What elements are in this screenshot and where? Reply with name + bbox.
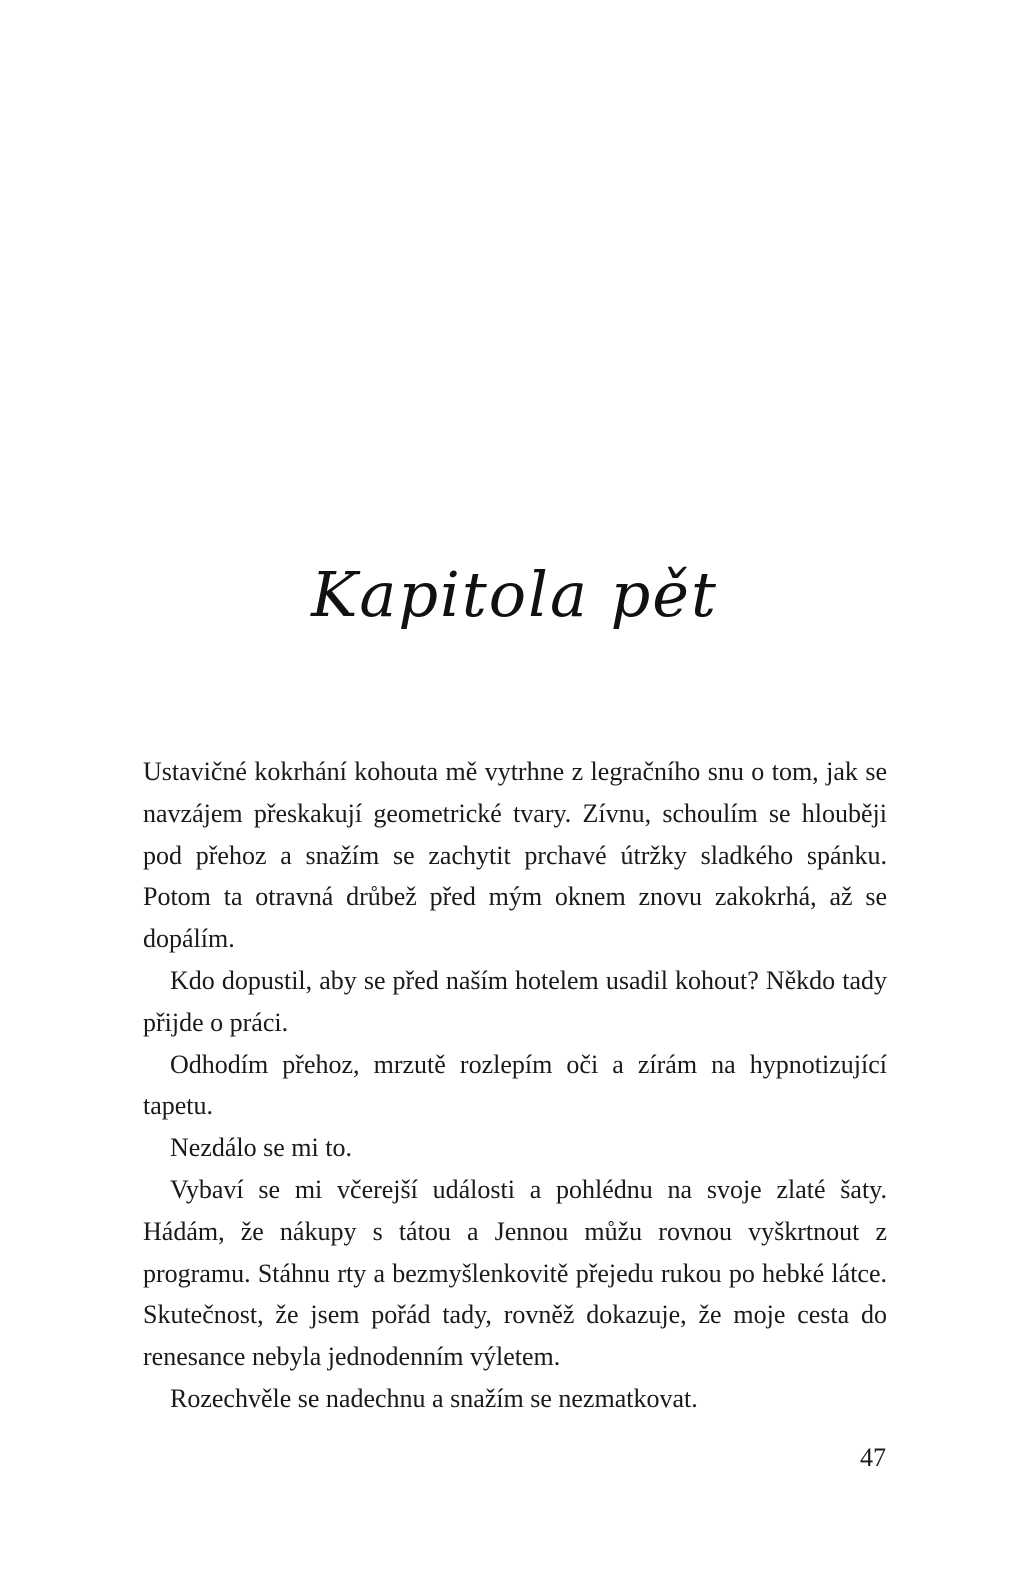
paragraph-2: Kdo dopustil, aby se před naším hotelem usadil kohout? Někdo tady přijde o práci. [143,965,887,1037]
paragraph-6: Rozechvěle se nadechnu a snažím se nezmatkovat. [170,1383,698,1413]
page-number: 47 [860,1443,886,1472]
paragraph-4: Nezdálo se mi to. [170,1133,352,1163]
chapter-body [143,751,887,1420]
paragraph-1: Ustavičné kokrhání kohouta mě vytrhne z legračního snu o tom, jak se navzájem přeskakují geometrické tvary. Zívnu, schoulím se hlouběji pod přehoz a snažím se zachytit prchavé útržky sladkého spánku. Potom ta otravná drůbež před mým oknem znovu zakokrhá, až se dopálím. [143,757,887,954]
chapter-title: Kapitola pět [311,558,718,631]
paragraph-3: Odhodím přehoz, mrzutě rozlepím oči a zírám na hypnotizující tapetu. [143,1049,887,1121]
paragraph-5: Vybaví se mi včerejší události a pohlédnu na svoje zlaté šaty. Hádám, že nákupy s tátou a Jennou můžu rovnou vyškrtnout z programu. Stáhnu rty a bezmyšlenkovitě přejedu rukou po hebké látce. Skutečnost, že jsem pořád tady, rovněž dokazuje, že moje cesta do renesance nebyla jednodenním výletem. [143,1174,887,1372]
